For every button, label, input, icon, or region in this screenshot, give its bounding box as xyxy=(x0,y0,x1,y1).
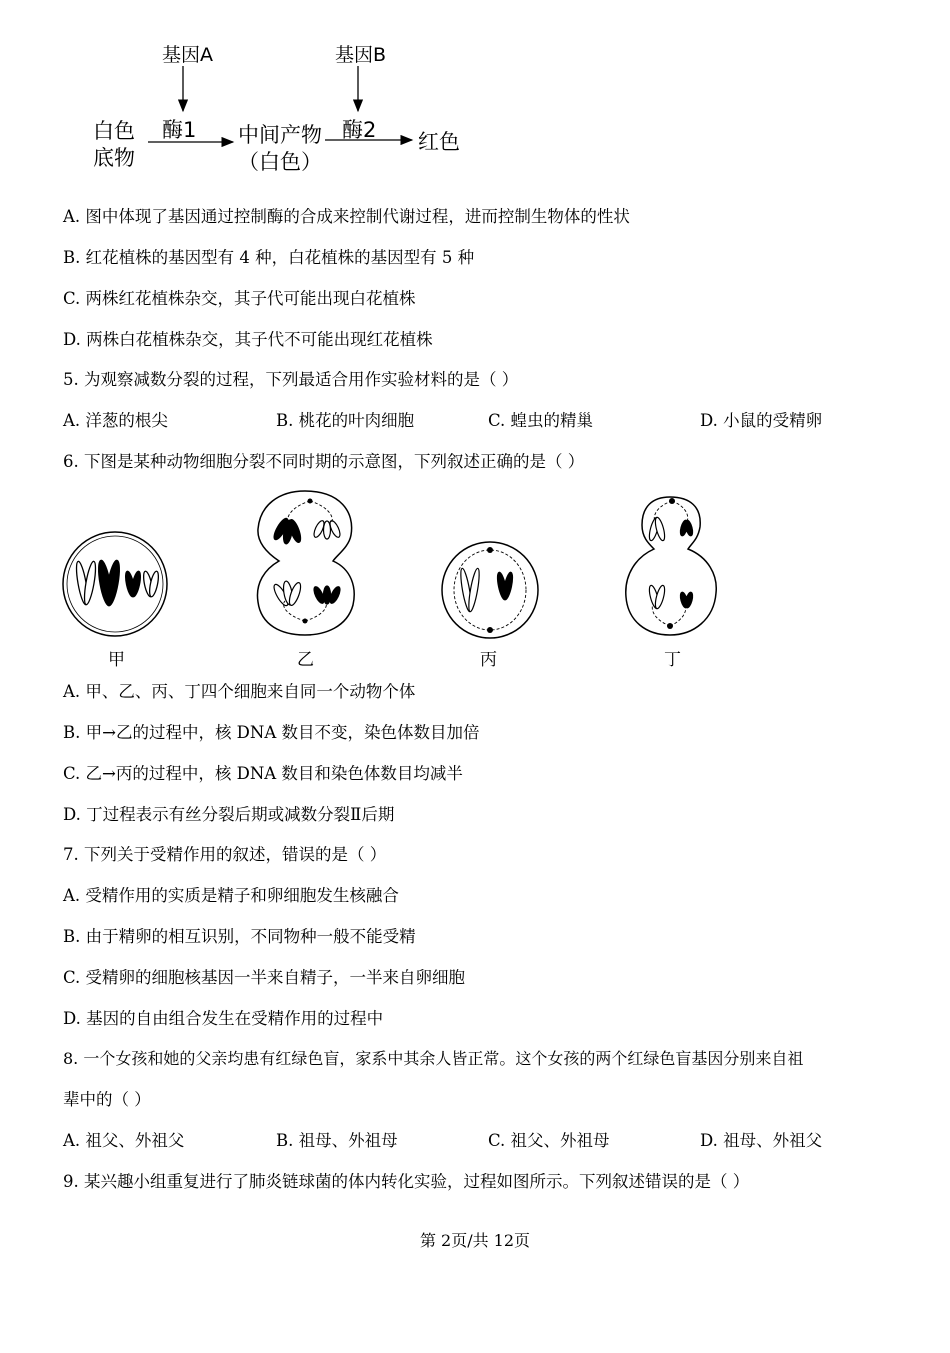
pathway-arrows xyxy=(0,0,950,200)
q6-option-d: D. 丁过程表示有丝分裂后期或减数分裂Ⅱ后期 xyxy=(63,805,395,824)
enzyme2-label: 酶2 xyxy=(342,118,377,142)
q8-stem-line2: 辈中的（ ） xyxy=(63,1090,151,1109)
q4-option-a: A. 图中体现了基因通过控制酶的合成来控制代谢过程，进而控制生物体的性状 xyxy=(63,207,630,226)
q8-option-c: C. 祖父、外祖母 xyxy=(488,1131,610,1150)
q6-option-a: A. 甲、乙、丙、丁四个细胞来自同一个动物个体 xyxy=(63,682,416,701)
q4-option-d: D. 两株白花植株杂交，其子代不可能出现红花植株 xyxy=(63,330,433,349)
q7-option-b: B. 由于精卵的相互识别，不同物种一般不能受精 xyxy=(63,927,416,946)
cell-yi xyxy=(255,487,365,637)
white-substrate-line2: 底物 xyxy=(93,146,135,170)
red-label: 红色 xyxy=(418,130,460,154)
intermediate-line1: 中间产物 xyxy=(238,123,322,147)
q5-option-c: C. 蝗虫的精巢 xyxy=(488,411,594,430)
q5-stem: 5. 为观察减数分裂的过程，下列最适合用作实验材料的是（ ） xyxy=(63,370,519,389)
q7-option-c: C. 受精卵的细胞核基因一半来自精子，一半来自卵细胞 xyxy=(63,968,466,987)
q4-option-b: B. 红花植株的基因型有 4 种，白花植株的基因型有 5 种 xyxy=(63,248,475,267)
q7-option-a: A. 受精作用的实质是精子和卵细胞发生核融合 xyxy=(63,886,399,905)
cell-label-jia: 甲 xyxy=(108,650,125,670)
cell-label-yi: 乙 xyxy=(297,650,314,670)
gene-a-label: 基因A xyxy=(162,44,213,66)
q6-stem: 6. 下图是某种动物细胞分裂不同时期的示意图，下列叙述正确的是（ ） xyxy=(63,452,585,471)
enzyme1-label: 酶1 xyxy=(162,118,197,142)
q7-option-d: D. 基因的自由组合发生在受精作用的过程中 xyxy=(63,1009,384,1028)
q6-option-c: C. 乙→丙的过程中，核 DNA 数目和染色体数目均减半 xyxy=(63,764,463,783)
intermediate-line2: （白色） xyxy=(238,150,322,174)
q5-option-d: D. 小鼠的受精卵 xyxy=(700,411,823,430)
q4-option-c: C. 两株红花植株杂交，其子代可能出现白花植株 xyxy=(63,289,416,308)
q8-option-b: B. 祖母、外祖母 xyxy=(276,1131,398,1150)
q8-option-a: A. 祖父、外祖父 xyxy=(63,1131,185,1150)
cell-label-ding: 丁 xyxy=(664,650,681,670)
cell-ding xyxy=(622,493,732,643)
gene-b-label: 基因B xyxy=(335,44,387,66)
cell-label-bing: 丙 xyxy=(480,650,497,670)
q5-option-b: B. 桃花的叶肉细胞 xyxy=(276,411,415,430)
q5-option-a: A. 洋葱的根尖 xyxy=(63,411,168,430)
q6-option-b: B. 甲→乙的过程中，核 DNA 数目不变，染色体数目加倍 xyxy=(63,723,480,742)
q9-stem: 9. 某兴趣小组重复进行了肺炎链球菌的体内转化实验，过程如图所示。下列叙述错误的是（ ） xyxy=(63,1172,750,1191)
q7-stem: 7. 下列关于受精作用的叙述，错误的是（ ） xyxy=(63,845,387,864)
cell-bing xyxy=(438,538,548,653)
q8-stem-line1: 8. 一个女孩和她的父亲均患有红绿色盲，家系中其余人皆正常。这个女孩的两个红绿色盲基因分别来自祖 xyxy=(63,1049,804,1068)
q8-option-d: D. 祖母、外祖父 xyxy=(700,1131,823,1150)
page-footer: 第 2页/共 12页 xyxy=(419,1231,531,1250)
cell-jia xyxy=(60,528,180,648)
white-substrate-line1: 白色 xyxy=(93,119,135,143)
